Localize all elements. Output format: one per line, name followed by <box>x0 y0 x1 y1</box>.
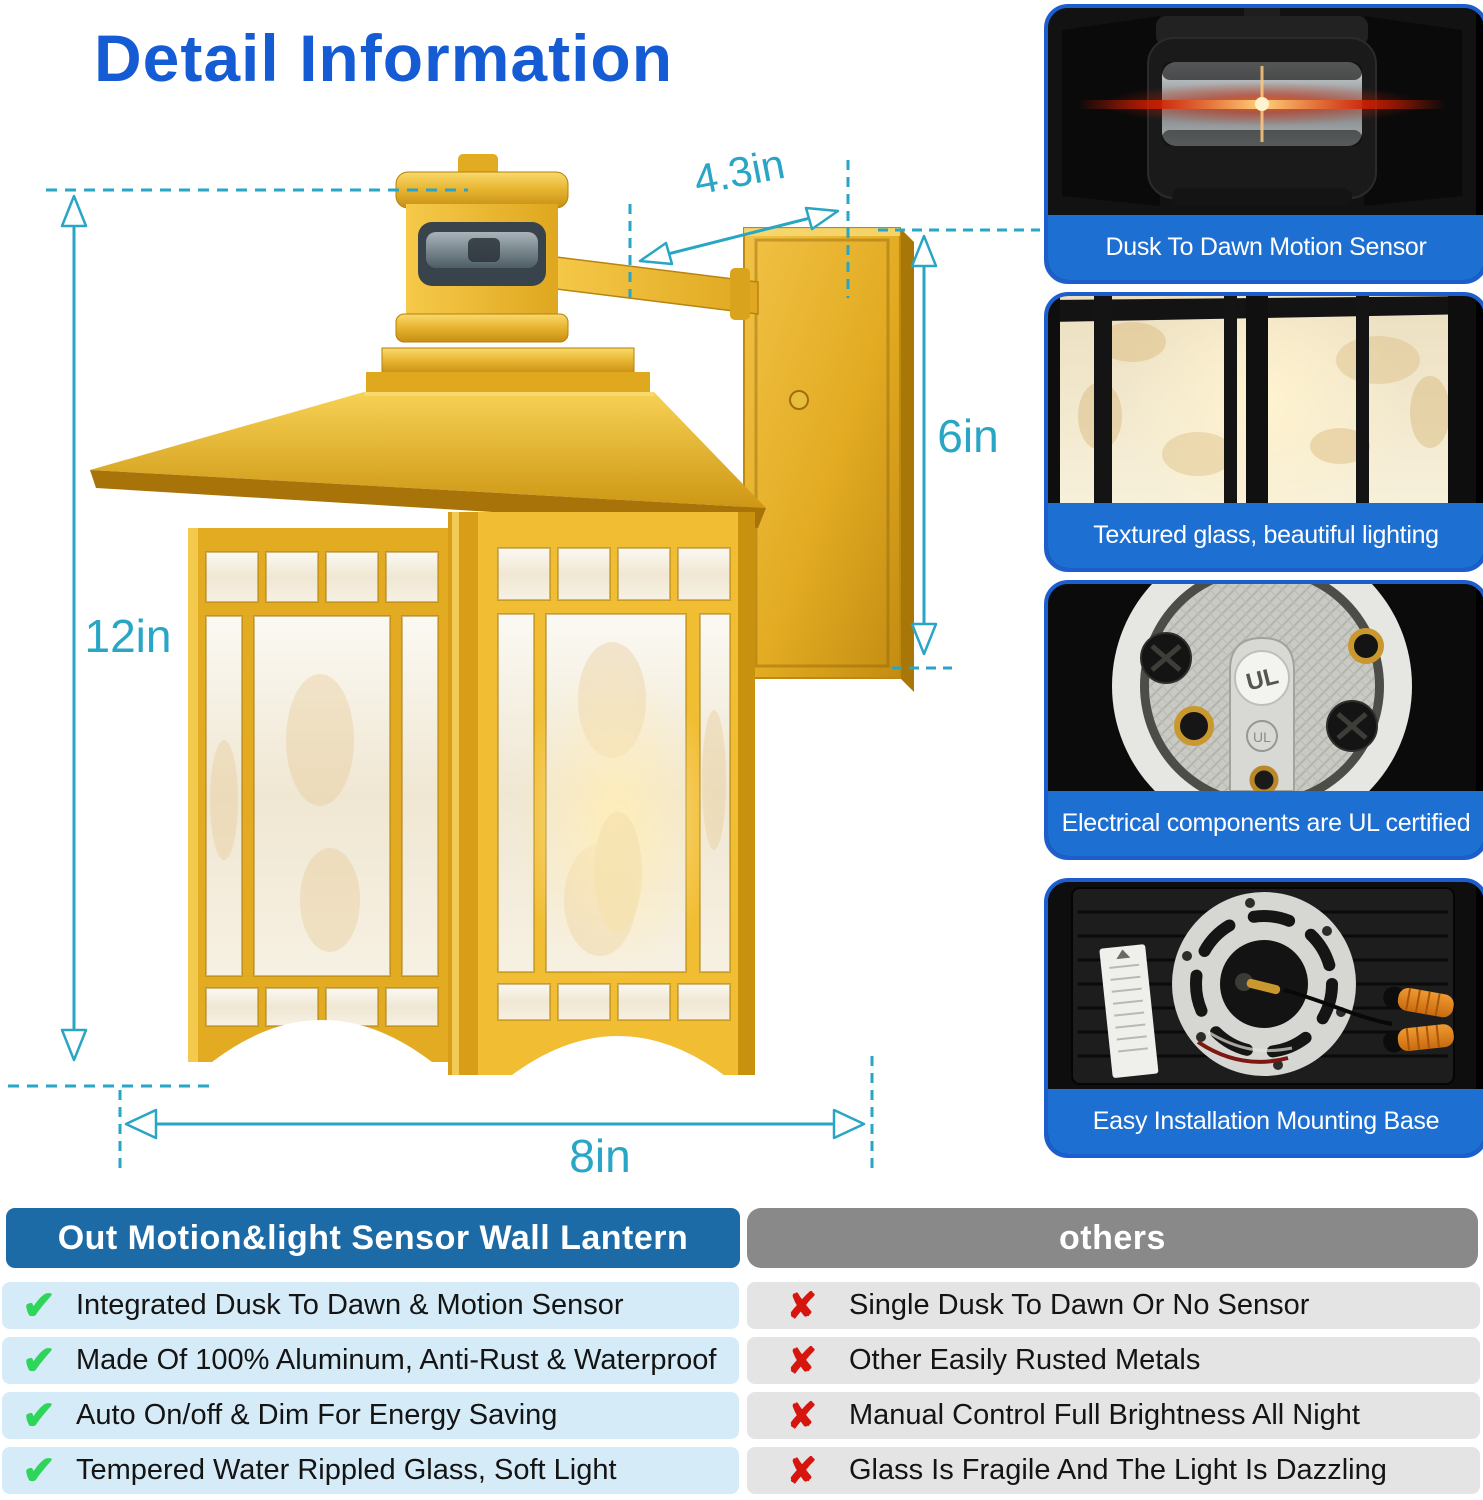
lantern-body <box>188 512 755 1078</box>
wall-plate <box>744 228 914 692</box>
cross-icon: ✘ <box>786 1449 818 1491</box>
feature-card-mounting-base <box>1044 878 1483 1158</box>
row-text: Glass Is Fragile And The Light Is Dazzling <box>849 1454 1387 1486</box>
ul-socket-photo <box>1048 584 1476 791</box>
motion-sensor-head <box>396 154 568 342</box>
others-row <box>747 1337 1480 1384</box>
check-icon: ✔ <box>22 1393 56 1438</box>
dimension-label-plate: 6in <box>937 410 999 462</box>
row-text: Other Easily Rusted Metals <box>849 1344 1201 1376</box>
ul-badge-text: UL <box>1243 662 1282 697</box>
others-column-header: others <box>747 1208 1478 1268</box>
mounting-base-photo <box>1048 882 1476 1089</box>
row-text: Manual Control Full Brightness All Night <box>849 1399 1360 1431</box>
feature-caption: Textured glass, beautiful lighting <box>1048 503 1483 568</box>
check-icon: ✔ <box>22 1338 56 1383</box>
plate-screw <box>790 391 808 409</box>
dimension-label-height: 12in <box>84 610 172 662</box>
others-row <box>747 1282 1480 1329</box>
product-column-header: Out Motion&light Sensor Wall Lantern <box>6 1208 740 1268</box>
feature-caption: Electrical components are UL certified <box>1048 791 1483 856</box>
feature-card-textured-glass <box>1044 292 1483 572</box>
row-text: Auto On/off & Dim For Energy Saving <box>76 1399 558 1431</box>
others-row <box>747 1392 1480 1439</box>
row-text: Single Dusk To Dawn Or No Sensor <box>849 1289 1310 1321</box>
dimension-label-width: 8in <box>569 1130 631 1182</box>
product-row <box>2 1337 739 1384</box>
page-title: Detail Information <box>94 21 674 95</box>
product-row <box>2 1282 739 1329</box>
feature-caption: Easy Installation Mounting Base <box>1048 1089 1483 1154</box>
dimension-label-arm: 4.3in <box>690 140 789 204</box>
cross-icon: ✘ <box>786 1339 818 1381</box>
ul-badge-text-small: UL <box>1253 729 1271 745</box>
product-row <box>2 1392 739 1439</box>
feature-card-ul-certified <box>1044 580 1483 860</box>
feature-caption: Dusk To Dawn Motion Sensor <box>1048 215 1483 280</box>
product-row <box>2 1447 739 1494</box>
cross-icon: ✘ <box>786 1394 818 1436</box>
check-icon: ✔ <box>22 1448 56 1493</box>
textured-glass-photo <box>1048 296 1476 503</box>
row-text: Integrated Dusk To Dawn & Motion Sensor <box>76 1289 624 1321</box>
mounting-arm <box>548 256 758 320</box>
row-text: Tempered Water Rippled Glass, Soft Light <box>76 1454 617 1486</box>
cross-icon: ✘ <box>786 1284 818 1326</box>
others-row <box>747 1447 1480 1494</box>
motion-sensor-photo <box>1048 8 1476 215</box>
row-text: Made Of 100% Aluminum, Anti-Rust & Waterproof <box>76 1344 717 1376</box>
feature-card-motion-sensor <box>1044 4 1483 284</box>
bulb <box>594 812 642 932</box>
check-icon: ✔ <box>22 1283 56 1328</box>
lantern-roof <box>90 348 766 528</box>
